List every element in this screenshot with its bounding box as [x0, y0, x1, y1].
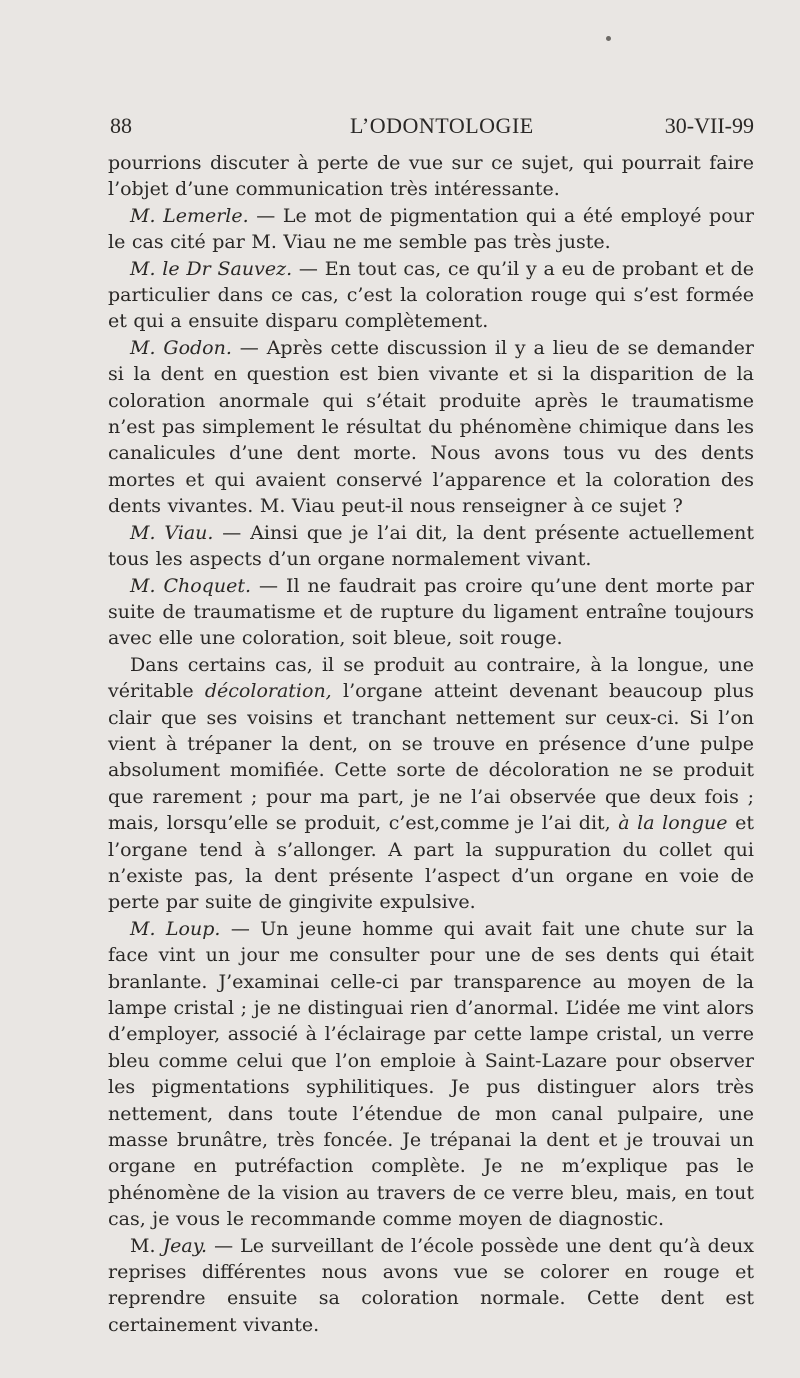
emphasis-decoloration: décoloration,: [204, 680, 332, 703]
issue-date: 30-VII-99: [664, 113, 754, 138]
speaker-name: M. Godon.: [130, 336, 232, 359]
paragraph-text-start: Dans certains cas, il se produit au contraire, à la longue, une véritable: [108, 653, 754, 703]
paragraph-text: — En tout cas, ce qu’il y a eu de probant et de particulier dans ce cas, c’est la coloration rouge qui s’est formée et qui a ensuite disparu complètement.: [108, 257, 754, 333]
paragraph-text-end: et l’organe tend à s’allonger. A part la suppuration du collet qui n’existe pas, la dent présente l’aspect d’un organe en voie de perte par suite de gingivite expulsive.: [108, 812, 754, 914]
paragraph-continuation: [108, 150, 754, 203]
paragraph-text: — Ainsi que je l’ai dit, la dent présente actuellement tous les aspects d’un organe normalement vivant.: [108, 521, 754, 571]
running-head: [110, 113, 754, 141]
speaker-name: M. Viau.: [130, 521, 214, 544]
speaker-name: M. le Dr Sauvez.: [130, 257, 293, 280]
page-number: 88: [110, 113, 132, 138]
paragraph-sauvez: [108, 256, 754, 335]
speaker-name: M. Loup.: [130, 917, 221, 940]
journal-title: L’ODONTOLOGIE: [350, 113, 534, 138]
page-body: [108, 150, 754, 1338]
speaker-name: M. Choquet.: [130, 574, 252, 597]
paragraph-text: — Il ne faudrait pas croire qu’une dent morte par suite de traumatisme et de rupture du ligament entraîne toujours avec elle une coloration, soit bleue, soit rouge.: [108, 574, 754, 650]
paragraph-loup: [108, 916, 754, 1233]
paragraph-lemerle: [108, 203, 754, 256]
emphasis-a-la-longue: à la longue: [618, 812, 728, 835]
ink-speck: [606, 36, 611, 41]
paragraph-text: — Après cette discussion il y a lieu de se demander si la dent en question est bien vivante et si la disparition de la coloration anormale qui s’était produite après le traumatisme n’est pas simplement le résultat du phénomène chimique dans les canalicules d’une dent morte. Nous avons tous vu des dents mortes et qui avaient conservé l’apparence et la coloration des dents vivantes. M. Viau peut-il nous renseigner à ce sujet ?: [108, 336, 754, 518]
speaker-prefix: M.: [130, 1234, 163, 1257]
speaker-name: Jeay.: [162, 1234, 208, 1257]
speaker-name: M. Lemerle.: [130, 204, 249, 227]
paragraph-text: — Le mot de pigmentation qui a été employé pour le cas cité par M. Viau ne me semble pas très juste.: [108, 204, 754, 254]
paragraph-jeay: [108, 1233, 754, 1339]
paragraph-text-middle: l’organe atteint devenant beaucoup plus clair que ses voisins et tranchant nettement sur ceux-ci. Si l’on vient à trépaner la dent, on se trouve en présence d’une pulpe absolument momifiée. Cette sorte de décoloration ne se produit que rarement ; pour ma part, je ne l’ai observée que deux fois ; mais, lorsqu’elle se produit, c’est,comme je l’ai dit,: [108, 680, 754, 835]
paragraph-choquet: [108, 573, 754, 652]
paragraph-viau: [108, 520, 754, 573]
paragraph-text: — Un jeune homme qui avait fait une chute sur la face vint un jour me consulter pour une de ses dents qui était branlante. J’examinai celle-ci par transparence au moyen de la lampe cristal ; je ne distinguai rien d’anormal. L’idée me vint alors d’employer, associé à l’éclairage par cette lampe cristal, un verre bleu comme celui que l’on emploie à Saint-Lazare pour observer les pigmentations syphilitiques. Je pus distinguer alors très nettement, dans toute l’étendue de mon canal pulpaire, une masse brunâtre, très foncée. Je trépanai la dent et je trouvai un organe en putréfaction complète. Je ne m’explique pas le phénomène de la vision au travers de ce verre bleu, mais, en tout cas, je vous le recommande comme moyen de diagnostic.: [108, 917, 755, 1231]
paragraph-text: pourrions discuter à perte de vue sur ce sujet, qui pourrait faire l’objet d’une communication très intéressante.: [108, 152, 754, 201]
paragraph-text: — Le surveillant de l’école possède une dent qu’à deux reprises différentes nous avons vue se colorer en rouge et reprendre ensuite sa coloration normale. Cette dent est certainement vivante.: [108, 1234, 754, 1336]
paragraph-choquet-continued: [108, 652, 754, 916]
paragraph-godon: [108, 335, 754, 520]
